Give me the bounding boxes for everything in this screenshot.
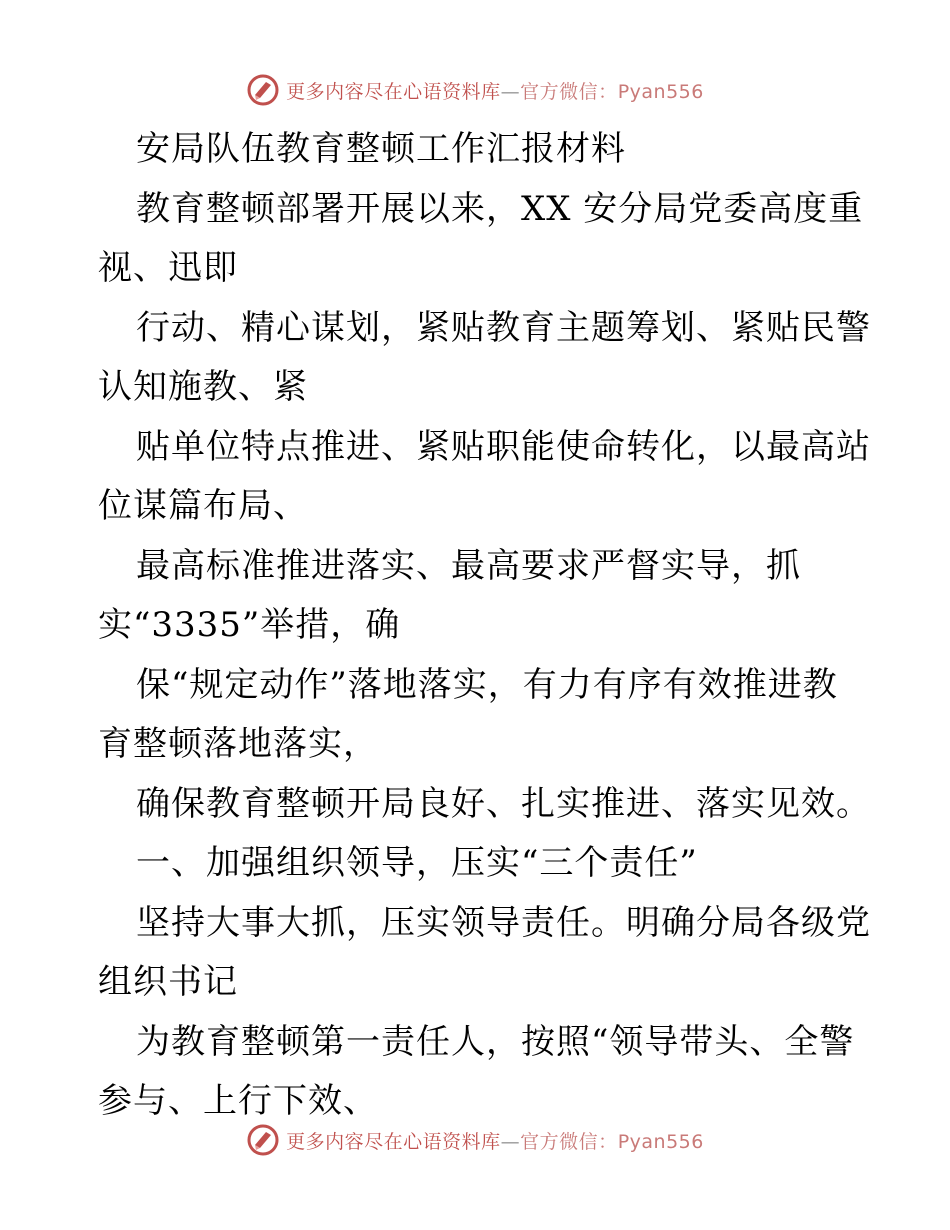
document-line: 坚持大事大抓，压实领导责任。明确分局各级党 [136, 902, 871, 943]
document-line: 认知施教、紧 [98, 367, 308, 407]
watermark-account-label: 官方微信： [520, 1130, 618, 1153]
brand-logo-icon [246, 73, 280, 107]
document-line: 位谋篇布局、 [98, 486, 308, 526]
watermark-text [286, 77, 704, 104]
watermark-text [286, 1127, 704, 1154]
document-line: 贴单位特点推进、紧贴职能使命转化，以最高站 [136, 426, 871, 467]
watermark-separator: — [500, 1130, 521, 1153]
watermark-brand: 更多内容尽在心语资料库 [286, 80, 501, 103]
watermark-account: Pyan556 [617, 80, 704, 103]
footer-watermark [0, 1120, 950, 1160]
document-line: 一、加强组织领导，压实“三个责任” [136, 843, 698, 883]
document-line: 视、迅即 [98, 248, 238, 288]
document-line: 确保教育整顿开局良好、扎实推进、落实见效。 [136, 783, 871, 824]
document-line: 参与、上行下效、 [98, 1081, 378, 1121]
document-line: 最高标准推进落实、最高要求严督实导，抓 [136, 545, 801, 586]
document-line: 实“3335”举措，确 [98, 605, 401, 645]
document-line: 为教育整顿第一责任人，按照“领导带头、全警 [136, 1021, 855, 1062]
watermark-account: Pyan556 [617, 1130, 704, 1153]
document-line: 行动、精心谋划，紧贴教育主题筹划、紧贴民警 [136, 307, 871, 348]
watermark-separator: — [500, 80, 521, 103]
document-line: 教育整顿部署开展以来，XX 安分局党委高度重 [136, 188, 864, 229]
brand-logo-icon [246, 1123, 280, 1157]
document-line: 保“规定动作”落地落实，有力有序有效推进教 [136, 664, 838, 705]
document-body [98, 120, 871, 1132]
document-line: 组织书记 [98, 962, 238, 1002]
document-line: 安局队伍教育整顿工作汇报材料 [136, 129, 626, 169]
watermark-brand: 更多内容尽在心语资料库 [286, 1130, 501, 1153]
header-watermark [0, 70, 950, 110]
watermark-account-label: 官方微信： [520, 80, 618, 103]
document-line: 育整顿落地落实， [98, 724, 378, 764]
